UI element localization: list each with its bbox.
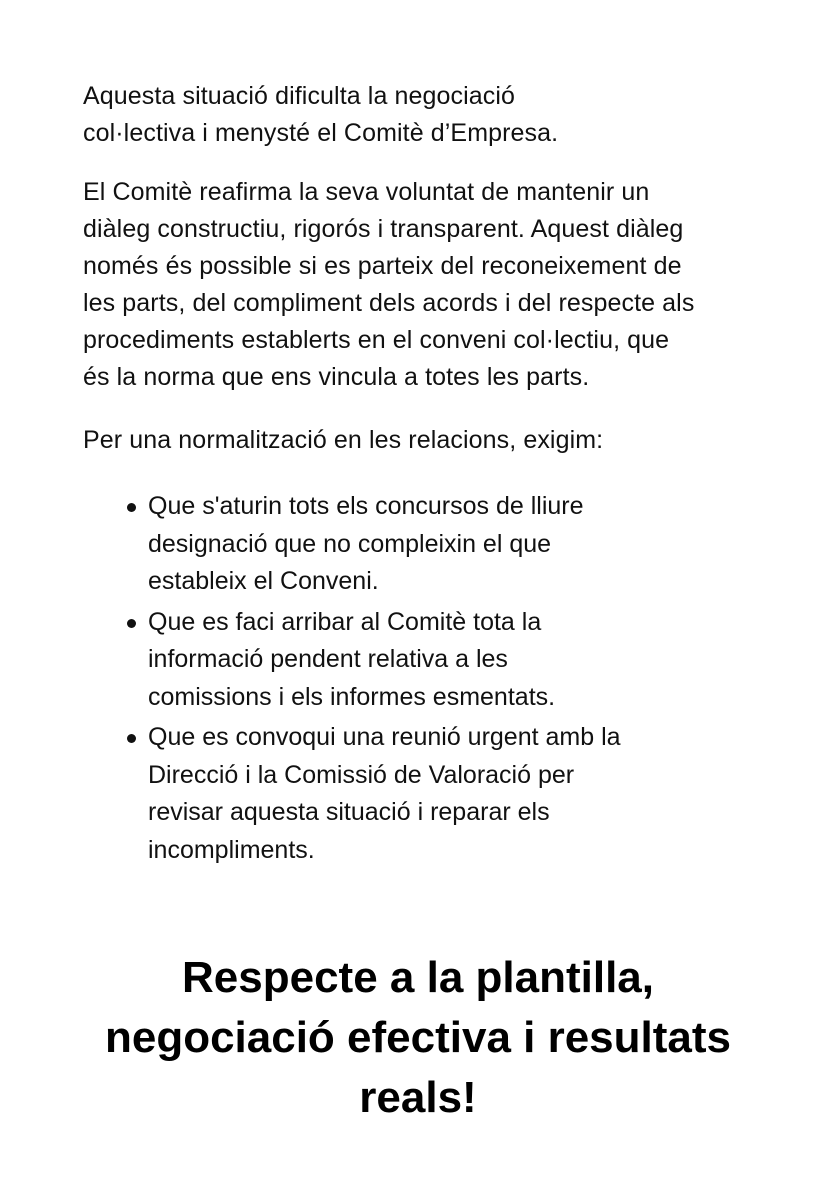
list-item	[83, 604, 643, 717]
text-line: col·lectiva i menysté el Comitè d’Empresa.	[83, 119, 559, 147]
text-line: Que es convoqui una reunió urgent amb la	[148, 723, 621, 751]
paragraph-situation	[83, 78, 643, 152]
text-line: revisar aquesta situació i reparar els	[148, 798, 550, 826]
paragraph-demands-intro: Per una normalització en les relacions, exigim:	[83, 426, 604, 454]
text-line: comissions i els informes esmentats.	[148, 682, 556, 711]
text-line: les parts, del compliment dels acords i del respecte als	[83, 289, 695, 317]
list-item	[83, 488, 643, 601]
text-line: El Comitè reafirma la seva voluntat de mantenir un	[83, 178, 650, 206]
text-line: estableix el Conveni.	[148, 567, 379, 595]
slogan-line: reals!	[359, 1073, 477, 1122]
bullet-icon	[127, 734, 136, 743]
paragraph-committee-statement	[83, 174, 773, 396]
demands-list	[83, 488, 643, 872]
text-line: designació que no compleixin el que	[148, 529, 552, 558]
text-line: només és possible si es parteix del reconeixement de	[83, 252, 682, 280]
text-line: procediments establerts en el conveni col·lectiu, que	[83, 326, 670, 354]
text-line: Que s'aturin tots els concursos de lliure	[148, 492, 584, 520]
text-line: és la norma que ens vincula a totes les parts.	[83, 363, 590, 391]
slogan-line: negociació efectiva i resultats	[104, 1013, 732, 1062]
text-line: Que es faci arribar al Comitè tota la	[148, 607, 542, 636]
text-line: Direcció i la Comissió de Valoració per	[148, 760, 575, 789]
text-line: Aquesta situació dificulta la negociació	[83, 82, 516, 110]
closing-slogan	[60, 948, 776, 1128]
text-line: informació pendent relativa a les	[148, 645, 508, 673]
text-line: diàleg constructiu, rigorós i transparent. Aquest diàleg	[83, 215, 684, 243]
list-item	[83, 719, 643, 869]
bullet-icon	[127, 619, 136, 628]
slogan-line: Respecte a la plantilla,	[182, 953, 654, 1002]
bullet-icon	[127, 503, 136, 512]
text-line: incompliments.	[148, 835, 315, 864]
